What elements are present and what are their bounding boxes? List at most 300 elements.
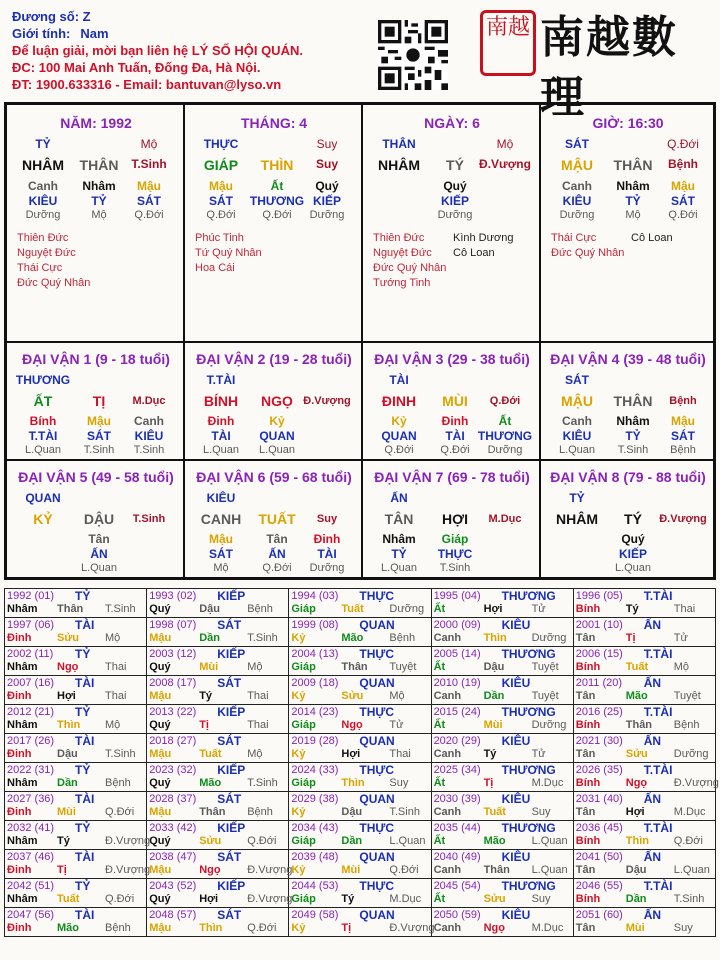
dai-van-can: CANH bbox=[200, 511, 242, 527]
dai-van-can: TÂN bbox=[384, 511, 414, 527]
dai-van-state: Đ.Vượng bbox=[659, 513, 707, 525]
year-row bbox=[5, 618, 716, 647]
pillar-state: Suy bbox=[315, 157, 338, 171]
year-chi: Mùi bbox=[625, 922, 645, 934]
year-god: T.TÀI bbox=[643, 647, 673, 661]
year-row bbox=[5, 908, 716, 937]
year-chi: Tuất bbox=[341, 603, 364, 615]
dai-van-god: QUAN bbox=[25, 491, 61, 505]
qr-code-icon[interactable] bbox=[378, 20, 448, 90]
year-chi: Thìn bbox=[483, 632, 507, 644]
year-can: Nhâm bbox=[7, 777, 38, 789]
year-cell bbox=[431, 676, 573, 705]
year-phase: Bệnh bbox=[673, 719, 700, 731]
star-item: Thái Cực bbox=[17, 262, 63, 274]
year-phase: T.Sinh bbox=[105, 603, 136, 615]
year-row bbox=[5, 676, 716, 705]
year-god: THƯƠNG bbox=[501, 879, 556, 893]
year-phase: Mộ bbox=[673, 661, 690, 673]
pillar-state: Bệnh bbox=[668, 157, 698, 171]
year-phase: Thai bbox=[673, 603, 696, 615]
hidden-god: KIÊU bbox=[562, 429, 592, 443]
year-chi: Tý bbox=[625, 603, 639, 615]
hidden-stem: Tân bbox=[266, 532, 288, 546]
hidden-phase: T.Sinh bbox=[83, 444, 115, 456]
year-can: Giáp bbox=[291, 777, 316, 789]
dai-van-cell bbox=[6, 460, 184, 578]
hidden-phase: L.Quan bbox=[258, 444, 296, 456]
year-can: Canh bbox=[433, 864, 462, 876]
year-phase: Tuyệt bbox=[531, 690, 559, 702]
year-god: T.TÀI bbox=[643, 763, 673, 777]
year-chi: Thân bbox=[483, 864, 510, 876]
year-can: Nhâm bbox=[7, 661, 38, 673]
pillar-god: THỰC bbox=[203, 137, 239, 151]
year-label: 2039 (48) bbox=[291, 851, 339, 863]
year-cell bbox=[431, 821, 573, 850]
hidden-god: SÁT bbox=[671, 194, 695, 208]
year-label: 2032 (41) bbox=[7, 822, 55, 834]
dai-van-cell bbox=[540, 342, 714, 460]
year-label: 2020 (29) bbox=[433, 735, 481, 747]
year-row bbox=[5, 734, 716, 763]
year-can: Tân bbox=[575, 748, 596, 760]
year-cell bbox=[5, 734, 147, 763]
year-cell bbox=[289, 734, 431, 763]
year-chi: Mùi bbox=[57, 806, 76, 818]
year-phase: Q.Đới bbox=[673, 835, 703, 847]
year-god: QUAN bbox=[359, 850, 395, 864]
year-cell bbox=[573, 908, 715, 937]
dai-van-title: ĐẠI VẬN 6 (59 - 68 tuổi) bbox=[196, 469, 352, 485]
pillar-chi: THÌN bbox=[260, 157, 294, 173]
year-row bbox=[5, 821, 716, 850]
pillar-chi: THÂN bbox=[613, 157, 653, 173]
year-label: 2000 (09) bbox=[433, 619, 481, 631]
year-god: KIÊU bbox=[501, 618, 531, 632]
year-can: Canh bbox=[433, 632, 462, 644]
star-item: Đức Quý Nhân bbox=[17, 277, 91, 289]
year-phase: Đ.Vượng bbox=[673, 777, 719, 789]
hidden-god: SÁT bbox=[209, 194, 233, 208]
year-chi: Hợi bbox=[57, 690, 76, 702]
year-phase: L.Quan bbox=[673, 864, 710, 876]
hidden-god: TỶ bbox=[391, 547, 407, 561]
year-row bbox=[5, 792, 716, 821]
year-chi: Thìn bbox=[625, 835, 649, 847]
year-cell bbox=[573, 618, 715, 647]
hidden-phase: L.Quan bbox=[80, 562, 118, 574]
year-god: SÁT bbox=[217, 908, 242, 922]
star-item: Tướng Tinh bbox=[373, 277, 431, 289]
year-god: TỶ bbox=[75, 647, 91, 661]
star-item: Đức Quý Nhân bbox=[551, 247, 625, 259]
year-phase: Mộ bbox=[105, 719, 121, 731]
address: ĐC: 100 Mai Anh Tuấn, Đống Đa, Hà Nội. bbox=[12, 60, 261, 75]
hidden-phase: T.Sinh bbox=[617, 444, 649, 456]
star-item: Thiên Đức bbox=[17, 232, 69, 244]
year-cell bbox=[431, 647, 573, 676]
hidden-stem: Canh bbox=[134, 414, 164, 428]
year-label: 2037 (46) bbox=[7, 851, 55, 863]
year-god: TỶ bbox=[75, 879, 91, 893]
year-chi: Tý bbox=[57, 835, 70, 847]
dai-van-god: KIÊU bbox=[206, 491, 236, 505]
hidden-god: TỶ bbox=[625, 429, 641, 443]
year-label: 2044 (53) bbox=[291, 880, 339, 892]
hidden-stem: Quý bbox=[443, 179, 467, 193]
year-god: KIÊU bbox=[501, 792, 531, 806]
year-can: Canh bbox=[433, 806, 462, 818]
year-label: 2019 (28) bbox=[291, 735, 339, 747]
year-label: 2014 (23) bbox=[291, 706, 339, 718]
hidden-god: TÀI bbox=[445, 429, 465, 443]
year-god: THỰC bbox=[359, 647, 394, 661]
year-god: THỰC bbox=[359, 705, 394, 719]
hidden-phase: Mộ bbox=[213, 562, 229, 574]
year-god: QUAN bbox=[359, 908, 395, 922]
year-cell bbox=[5, 705, 147, 734]
year-phase: M.Dục bbox=[389, 893, 422, 905]
hidden-god: THƯƠNG bbox=[249, 194, 305, 208]
hidden-phase: L.Quan bbox=[24, 444, 62, 456]
year-god: SÁT bbox=[217, 618, 242, 632]
year-god: ẤN bbox=[643, 618, 662, 632]
year-phase: Dưỡng bbox=[673, 748, 709, 760]
year-chi: Ngọ bbox=[625, 777, 648, 789]
year-can: Bính bbox=[575, 893, 601, 905]
year-cell bbox=[147, 647, 289, 676]
year-cell bbox=[573, 763, 719, 792]
dai-van-state: T.Sinh bbox=[132, 513, 166, 525]
year-label: 2006 (15) bbox=[575, 648, 623, 660]
year-label: 2026 (35) bbox=[575, 764, 623, 776]
year-can: Ất bbox=[433, 719, 446, 731]
year-can: Ất bbox=[433, 835, 446, 847]
year-chi: Sửu bbox=[199, 835, 222, 847]
year-row bbox=[5, 879, 716, 908]
pillar-cell bbox=[540, 104, 714, 342]
star-item: Nguyệt Đức bbox=[17, 247, 76, 259]
year-chi: Sửu bbox=[57, 632, 80, 644]
year-cell bbox=[289, 908, 435, 937]
year-can: Quý bbox=[149, 893, 171, 905]
hidden-phase: L.Quan bbox=[202, 444, 240, 456]
pillar-cell bbox=[184, 104, 362, 342]
year-god: KIẾP bbox=[217, 763, 246, 777]
dai-van-chi: MÙI bbox=[442, 393, 468, 409]
year-label: 2015 (24) bbox=[433, 706, 481, 718]
year-can: Ất bbox=[433, 893, 446, 905]
hidden-god: ẤN bbox=[90, 547, 108, 561]
dai-van-cell bbox=[184, 460, 362, 578]
year-chi: Thân bbox=[199, 806, 226, 818]
pillar-title: NĂM: 1992 bbox=[60, 115, 132, 131]
year-label: 2050 (59) bbox=[433, 909, 481, 921]
year-can: Kỷ bbox=[291, 864, 306, 876]
hidden-phase: Dưỡng bbox=[487, 444, 523, 456]
year-god: KIÊU bbox=[501, 734, 531, 748]
year-god: SÁT bbox=[217, 676, 242, 690]
year-phase: Dưỡng bbox=[389, 603, 425, 615]
year-cell bbox=[147, 792, 289, 821]
year-chi: Mùi bbox=[483, 719, 503, 731]
dai-van-chi: DẬU bbox=[83, 511, 115, 527]
year-can: Đinh bbox=[7, 864, 32, 876]
hidden-stem: Đinh bbox=[441, 414, 469, 428]
year-label: 2024 (33) bbox=[291, 764, 339, 776]
year-label: 2003 (12) bbox=[149, 648, 197, 660]
year-can: Bính bbox=[575, 603, 601, 615]
hidden-god: QUAN bbox=[259, 429, 295, 443]
year-phase: Q.Đới bbox=[389, 864, 419, 876]
year-god: T.TÀI bbox=[643, 879, 673, 893]
year-cell bbox=[431, 908, 573, 937]
year-label: 2046 (55) bbox=[575, 880, 623, 892]
year-chi: Mão bbox=[341, 632, 364, 644]
year-cell bbox=[147, 676, 289, 705]
hidden-god: SÁT bbox=[137, 194, 161, 208]
year-god: KIẾP bbox=[217, 647, 246, 661]
seal-stamp: 南越 bbox=[480, 10, 536, 76]
year-cell bbox=[5, 908, 147, 937]
dai-van-chi: NGỌ bbox=[261, 393, 293, 409]
hidden-stem: Canh bbox=[28, 179, 58, 193]
year-can: Ất bbox=[433, 661, 446, 673]
year-chi: Tị bbox=[625, 632, 636, 644]
hidden-stem: Nhâm bbox=[616, 414, 650, 428]
pillar-state: Đ.Vượng bbox=[479, 157, 531, 171]
year-can: Nhâm bbox=[7, 603, 38, 615]
year-god: ẤN bbox=[643, 850, 662, 864]
hidden-phase: L.Quan bbox=[558, 444, 596, 456]
year-label: 2033 (42) bbox=[149, 822, 197, 834]
year-phase: L.Quan bbox=[389, 835, 426, 847]
year-phase: Q.Đới bbox=[105, 806, 135, 818]
hidden-stem: Bính bbox=[29, 414, 57, 428]
year-god: KIÊU bbox=[501, 850, 531, 864]
year-chi: Sửu bbox=[625, 748, 648, 760]
hidden-god: KIẾP bbox=[440, 194, 469, 208]
year-cell bbox=[573, 676, 715, 705]
year-label: 2025 (34) bbox=[433, 764, 481, 776]
year-chi: Dậu bbox=[57, 748, 78, 760]
year-phase: Thai bbox=[389, 748, 411, 760]
year-chi: Tuất bbox=[57, 893, 80, 905]
year-chi: Tý bbox=[483, 748, 497, 760]
hidden-stem: Mậu bbox=[87, 414, 111, 428]
year-label: 1994 (03) bbox=[291, 590, 339, 602]
year-label: 2048 (57) bbox=[149, 909, 197, 921]
year-chi: Tị bbox=[57, 864, 67, 876]
year-chi: Mão bbox=[625, 690, 648, 702]
hidden-phase: Q.Đới bbox=[262, 209, 292, 221]
year-cell bbox=[289, 618, 431, 647]
hidden-god: THỰC bbox=[437, 547, 473, 561]
year-cell bbox=[289, 850, 431, 879]
year-chi: Ngọ bbox=[483, 922, 505, 934]
year-god: T.TÀI bbox=[643, 589, 673, 603]
year-label: 2035 (44) bbox=[433, 822, 481, 834]
pillar-state: T.Sinh bbox=[131, 157, 167, 171]
year-chi: Hợi bbox=[625, 806, 645, 818]
year-cell bbox=[147, 908, 289, 937]
year-phase: Tử bbox=[673, 632, 688, 644]
dai-van-cell bbox=[184, 342, 362, 460]
pillar-cell bbox=[362, 104, 540, 342]
year-cell bbox=[289, 821, 431, 850]
year-cell bbox=[289, 647, 431, 676]
year-can: Giáp bbox=[291, 661, 316, 673]
year-phase: Đ.Vượng bbox=[389, 922, 435, 934]
hidden-god: KIẾP bbox=[312, 194, 341, 208]
year-chi: Thân bbox=[57, 603, 84, 615]
year-can: Mậu bbox=[149, 922, 172, 934]
dai-van-cell bbox=[362, 342, 540, 460]
year-can: Mậu bbox=[149, 632, 172, 644]
pillar-god: TỶ bbox=[35, 137, 51, 151]
year-chi: Thìn bbox=[341, 777, 365, 789]
pillar-state-top: Mộ bbox=[496, 137, 514, 151]
pillar-god: SÁT bbox=[565, 137, 589, 151]
year-phase: Tử bbox=[389, 719, 404, 731]
dai-van-can: BÍNH bbox=[203, 393, 239, 409]
dai-van-god: SÁT bbox=[565, 373, 589, 387]
hidden-stem: Giáp bbox=[441, 532, 469, 546]
pillar-title: GIỜ: 16:30 bbox=[592, 115, 664, 131]
year-phase: Suy bbox=[389, 777, 409, 789]
dai-van-state: Bệnh bbox=[669, 395, 697, 407]
year-cell bbox=[5, 850, 151, 879]
year-god: QUAN bbox=[359, 618, 395, 632]
year-label: 2004 (13) bbox=[291, 648, 339, 660]
year-label: 2008 (17) bbox=[149, 677, 197, 689]
pillar-title: THÁNG: 4 bbox=[240, 115, 308, 131]
dai-van-god: T.TÀI bbox=[206, 373, 236, 387]
dai-van-god: THƯƠNG bbox=[15, 373, 71, 387]
gender-value: Nam bbox=[80, 26, 109, 41]
hidden-phase: Dưỡng bbox=[559, 209, 595, 221]
year-phase: Bệnh bbox=[247, 603, 273, 615]
year-can: Nhâm bbox=[7, 893, 38, 905]
dai-van-cell bbox=[540, 460, 714, 578]
dai-van-title: ĐẠI VẬN 7 (69 - 78 tuổi) bbox=[374, 469, 530, 485]
year-phase: L.Quan bbox=[531, 864, 568, 876]
year-phase: Mộ bbox=[105, 632, 121, 644]
hidden-god: TÀI bbox=[211, 429, 231, 443]
year-cell bbox=[289, 705, 431, 734]
star-item: Phúc Tinh bbox=[195, 232, 244, 244]
hidden-phase: Q.Đới bbox=[134, 209, 164, 221]
hidden-phase: Q.Đới bbox=[384, 444, 414, 456]
year-phase: Suy bbox=[531, 893, 551, 905]
year-can: Ất bbox=[433, 603, 446, 615]
year-label: 2017 (26) bbox=[7, 735, 55, 747]
year-god: TỶ bbox=[75, 763, 91, 777]
year-can: Kỷ bbox=[291, 632, 306, 644]
hidden-phase: Q.Đới bbox=[262, 562, 292, 574]
hidden-god: TỶ bbox=[625, 194, 641, 208]
year-chi: Thân bbox=[341, 661, 368, 673]
year-can: Quý bbox=[149, 661, 171, 673]
year-phase: Thai bbox=[105, 661, 127, 673]
year-label: 2016 (25) bbox=[575, 706, 623, 718]
year-chi: Dần bbox=[625, 893, 647, 905]
hidden-phase: Q.Đới bbox=[206, 209, 236, 221]
year-can: Quý bbox=[149, 835, 171, 847]
hidden-god: KIÊU bbox=[28, 194, 58, 208]
hidden-stem: Ất bbox=[498, 414, 512, 428]
year-cell bbox=[5, 589, 147, 618]
year-cell bbox=[573, 734, 715, 763]
year-phase: Bệnh bbox=[105, 777, 131, 789]
year-label: 2013 (22) bbox=[149, 706, 197, 718]
year-cell bbox=[147, 763, 289, 792]
pillar-can: MẬU bbox=[561, 157, 593, 173]
year-cell bbox=[147, 879, 293, 908]
year-phase: Tử bbox=[531, 748, 546, 760]
year-god: TỶ bbox=[75, 589, 91, 603]
year-phase: Bệnh bbox=[389, 632, 416, 644]
year-chi: Hợi bbox=[341, 748, 361, 760]
year-can: Quý bbox=[149, 603, 171, 615]
year-cell bbox=[147, 850, 293, 879]
hidden-phase: Mộ bbox=[625, 209, 641, 221]
star-item: Hoa Cái bbox=[195, 262, 235, 274]
year-label: 2042 (51) bbox=[7, 880, 55, 892]
star-item: Đức Quý Nhân bbox=[373, 262, 447, 274]
dai-van-state: M.Dục bbox=[132, 395, 166, 407]
chart-grid bbox=[4, 102, 716, 580]
year-phase: Đ.Vượng bbox=[247, 864, 293, 876]
year-god: QUAN bbox=[359, 676, 395, 690]
year-phase: Q.Đới bbox=[247, 835, 277, 847]
pillar-state-top: Suy bbox=[316, 137, 338, 151]
year-cell bbox=[5, 763, 147, 792]
year-label: 2029 (38) bbox=[291, 793, 339, 805]
year-god: THƯƠNG bbox=[501, 647, 556, 661]
year-cell bbox=[289, 792, 431, 821]
pillar-title: NGÀY: 6 bbox=[424, 115, 480, 131]
year-cell bbox=[289, 879, 431, 908]
year-phase: T.Sinh bbox=[247, 777, 278, 789]
dai-van-title: ĐẠI VẬN 8 (79 - 88 tuổi) bbox=[550, 469, 706, 485]
year-god: KIẾP bbox=[217, 821, 246, 835]
year-can: Tân bbox=[575, 632, 596, 644]
year-label: 2030 (39) bbox=[433, 793, 481, 805]
dai-van-can: ẤT bbox=[33, 393, 53, 409]
pillar-can: NHÂM bbox=[378, 157, 420, 173]
pillar-chi: TÝ bbox=[446, 157, 464, 173]
year-label: 2027 (36) bbox=[7, 793, 55, 805]
year-phase: Q.Đới bbox=[247, 922, 277, 934]
hidden-stem: Tân bbox=[88, 532, 110, 546]
dai-van-chi: TỊ bbox=[92, 393, 106, 409]
year-chi: Mùi bbox=[199, 661, 219, 673]
pillar-can: GIÁP bbox=[203, 157, 239, 173]
year-god: ẤN bbox=[643, 734, 662, 748]
year-chi: Mão bbox=[199, 777, 222, 789]
year-god: KIẾP bbox=[217, 589, 246, 603]
hidden-god: TÀI bbox=[317, 547, 337, 561]
year-god: QUAN bbox=[359, 792, 395, 806]
year-label: 1995 (04) bbox=[433, 590, 481, 602]
year-god: TÀI bbox=[75, 618, 95, 632]
dai-van-title: ĐẠI VẬN 4 (39 - 48 tuổi) bbox=[550, 351, 706, 367]
hidden-phase: L.Quan bbox=[614, 562, 652, 574]
year-label: 2047 (56) bbox=[7, 909, 55, 921]
year-chi: Hợi bbox=[199, 893, 219, 905]
